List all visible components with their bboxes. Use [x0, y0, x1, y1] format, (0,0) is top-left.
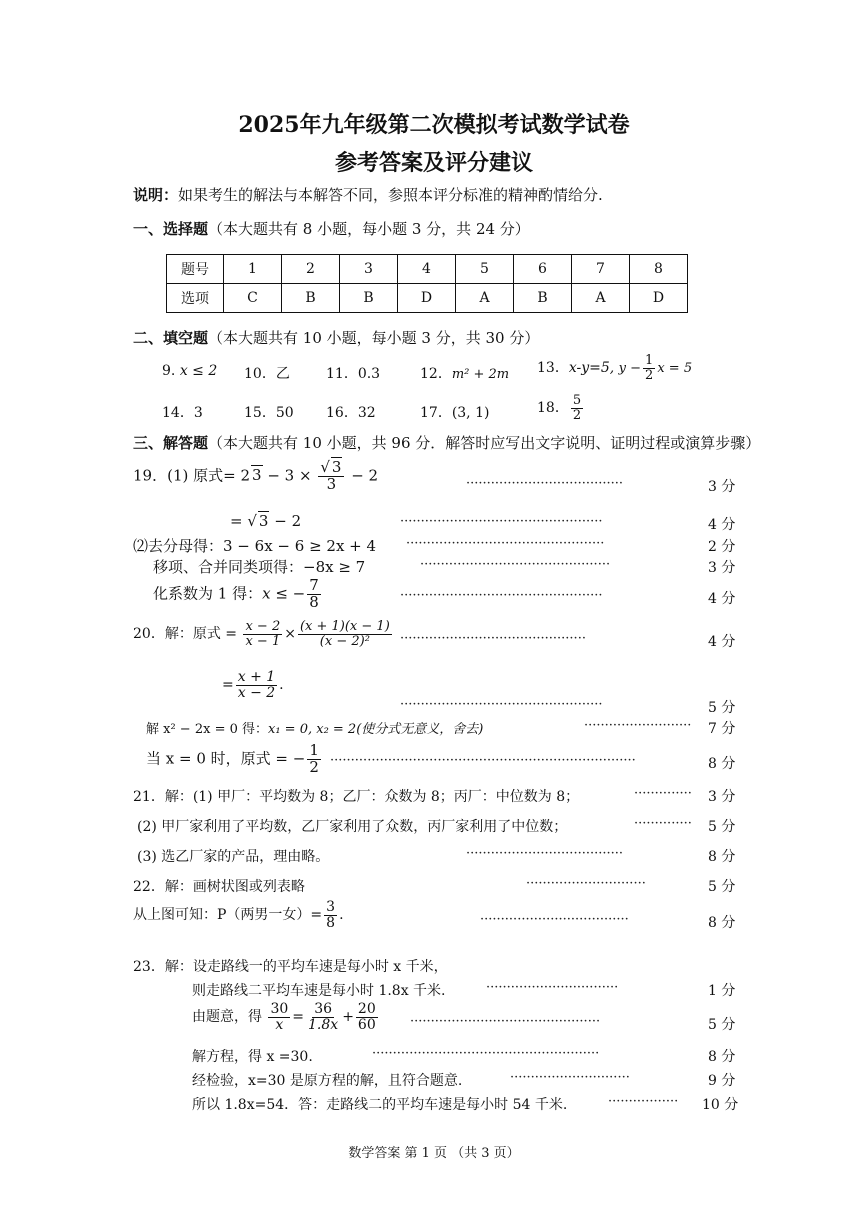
score: 5 分: [708, 700, 736, 716]
note: [133, 184, 603, 205]
table-cell: A: [572, 284, 630, 313]
fill-q16: 16．32: [326, 405, 376, 421]
score-dots: ································: [486, 980, 619, 995]
score: 5 分: [708, 1017, 736, 1033]
score: 4 分: [708, 634, 736, 650]
table-cell: 5: [456, 255, 514, 284]
q19-line-3: ⑵去分母得：3 − 6x − 6 ≥ 2x + 4: [133, 537, 377, 555]
q19-line-2: = √ 3 − 2: [230, 512, 302, 530]
table-cell: D: [630, 284, 688, 313]
section-3-text: （本大题共有 10 小题，共 96 分．解答时应写出文字说明、证明过程或演算步骤）: [208, 434, 761, 452]
page-title: 2025年九年级第二次模拟考试数学试卷: [238, 112, 630, 138]
table-cell: B: [340, 284, 398, 313]
q22-line-1: 22．解：画树状图或列表略: [133, 879, 305, 895]
table-cell: 8: [630, 255, 688, 284]
section-1-label: 一、选择题: [133, 220, 209, 238]
score: 4 分: [708, 591, 736, 607]
score: 8 分: [708, 756, 736, 772]
score: 5 分: [708, 879, 736, 895]
q23-line-4: 解方程，得 x =30.: [192, 1049, 313, 1065]
score-dots: ·················: [608, 1094, 679, 1109]
fill-q14: 14．3: [162, 405, 203, 421]
score: 4 分: [708, 517, 736, 533]
score: 1 分: [708, 983, 736, 999]
section-2-label: 二、填空题: [133, 329, 209, 347]
score-dots: ··············································: [420, 557, 611, 572]
score-dots: ··········································································: [330, 753, 636, 768]
fill-q12: 12．m² + 2m: [420, 366, 510, 382]
q23-line-2: 则走路线二平均车速是每小时 1.8x 千米.: [192, 983, 446, 999]
score-dots: ·······················································: [372, 1046, 600, 1061]
score-dots: ····································: [480, 912, 629, 927]
q20-line-1: 20．解：原式 = $\frac{x - 2}{x - 1}$ × $\frac{(x + 1)(x - 1)}{\text{(x − 2)²}}$: [133, 619, 390, 649]
fill-q9: 9. x ≤ 2: [162, 363, 218, 379]
page-footer: 数学答案 第 1 页 （共 3 页）: [348, 1146, 520, 1161]
q23-line-6: 所以 1.8x=54．答：走路线二的平均车速是每小时 54 千米.: [192, 1097, 568, 1113]
score: 10 分: [702, 1097, 739, 1113]
table-cell: A: [456, 284, 514, 313]
q19-line-5: 化系数为 1 得：x ≤ − $\frac{7}{8}$: [153, 576, 319, 611]
q23-line-5: 经检验，x=30 是原方程的解，且符合题意.: [192, 1073, 463, 1089]
q20-line-2: = $\frac{x + 1}{x - 2}$ .: [222, 669, 284, 701]
score-dots: ·················································: [400, 514, 603, 529]
page-subtitle: 参考答案及评分建议: [334, 150, 533, 176]
score: 8 分: [708, 849, 736, 865]
q21-line-1: 21．解：(1) 甲厂：平均数为 8；乙厂：众数为 8；丙厂：中位数为 8；: [133, 789, 580, 805]
section-3-heading: [133, 432, 760, 453]
q22-line-2: 从上图可知：P（两男一女）= $\frac{3}{8}$ .: [133, 899, 344, 931]
score-dots: ······································: [466, 846, 624, 861]
section-3-label: 三、解答题: [133, 434, 209, 452]
score: 3 分: [708, 479, 736, 495]
table-cell: 1: [224, 255, 282, 284]
score-dots: ·················································: [400, 697, 603, 712]
table-cell: B: [282, 284, 340, 313]
section-1-text: （本大题共有 8 小题，每小题 3 分，共 24 分）: [208, 220, 530, 238]
fill-q18: 18． $\frac{5}{2}$: [537, 393, 582, 423]
table-row: [167, 284, 688, 313]
section-1-heading: [133, 218, 530, 239]
score: 8 分: [708, 1049, 736, 1065]
score-dots: ·················································: [400, 588, 603, 603]
answer-table: [166, 254, 688, 313]
table-cell: B: [514, 284, 572, 313]
fill-q10: 10．乙: [244, 366, 290, 382]
fill-q11: 11．0.3: [326, 366, 381, 382]
score: 8 分: [708, 915, 736, 931]
score-dots: ··························: [584, 718, 692, 733]
score-dots: ·············································: [400, 631, 586, 646]
table-row: [167, 255, 688, 284]
q21-line-2: (2) 甲厂家利用了平均数，乙厂家利用了众数，丙厂家利用了中位数；: [137, 819, 568, 835]
fill-q15: 15．50: [244, 405, 294, 421]
q19-line-4: 移项、合并同类项得：−8x ≥ 7: [153, 558, 366, 576]
fill-q13: 13．x-y=5, y − $\frac{1}{2}$ x = 5: [537, 353, 693, 383]
q19-line-1: 19．(1) 原式= 2 3 − 3 × $\frac{√ 3}{3}$ − 2: [133, 458, 379, 493]
score-dots: ·····························: [510, 1070, 630, 1085]
table-cell: 6: [514, 255, 572, 284]
score: 5 分: [708, 819, 736, 835]
score-dots: ··············: [634, 816, 692, 831]
table-cell: 选项: [167, 284, 224, 313]
score: 3 分: [708, 560, 736, 576]
table-cell: C: [224, 284, 282, 313]
q20-line-4: 当 x = 0 时，原式 = − $\frac{1}{2}$: [146, 741, 319, 776]
score: 3 分: [708, 789, 736, 805]
table-cell: 题号: [167, 255, 224, 284]
table-cell: 4: [398, 255, 456, 284]
score-dots: ·····························: [526, 876, 646, 891]
q23-line-3: 由题意，得 $\frac{30}{x}$ = $\frac{36}{1.8x}$ + $\frac{20}{60}$: [192, 1001, 376, 1033]
table-cell: D: [398, 284, 456, 313]
q20-line-3: 解 x² − 2x = 0 得：x₁ = 0, x₂ = 2(使分式无意义，舍去): [146, 722, 484, 737]
section-2-heading: [133, 327, 539, 348]
score: 7 分: [708, 721, 736, 737]
score-dots: ··············: [634, 786, 692, 801]
table-cell: 3: [340, 255, 398, 284]
score: 2 分: [708, 539, 736, 555]
fill-q17: 17．(3, 1): [420, 405, 490, 421]
q21-line-3: (3) 选乙厂家的产品，理由略。: [137, 849, 330, 865]
note-text: 如果考生的解法与本解答不同，参照本评分标准的精神酌情给分.: [178, 186, 603, 204]
q23-line-1: 23．解：设走路线一的平均车速是每小时 x 千米，: [133, 959, 448, 975]
score-dots: ··············································: [410, 1014, 601, 1029]
score-dots: ················································: [406, 536, 605, 551]
section-2-text: （本大题共有 10 小题，每小题 3 分，共 30 分）: [208, 329, 540, 347]
note-label: 说明：: [133, 186, 179, 204]
table-cell: 7: [572, 255, 630, 284]
score: 9 分: [708, 1073, 736, 1089]
score-dots: ······································: [466, 476, 624, 491]
table-cell: 2: [282, 255, 340, 284]
